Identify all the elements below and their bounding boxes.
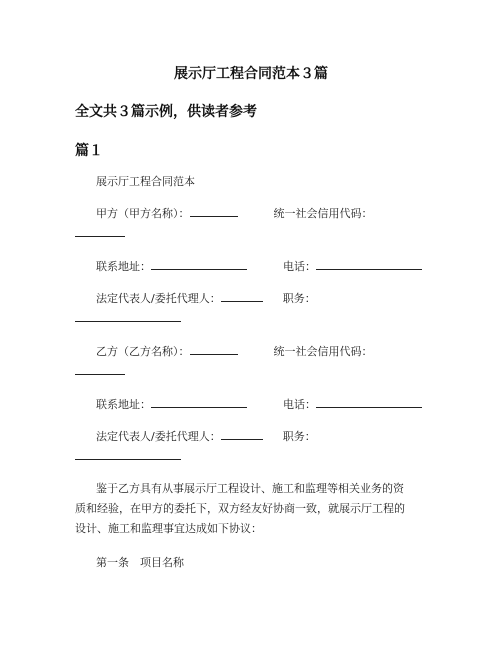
party-a-credit-blank-row [75,226,125,240]
party-a-phone-label: 电话： [283,260,316,273]
party-b-position-label: 职务： [282,430,316,443]
party-b-credit-blank-row [75,364,125,378]
party-b-address-row [96,397,422,411]
section-heading: 篇１ [75,143,103,159]
party-a-credit-label: 统一社会信用代码： [273,207,373,220]
party-a-phone-blank [316,259,422,270]
party-b-phone-blank [316,397,422,408]
party-a-name-blank [190,206,238,217]
party-b-address-blank [151,397,247,408]
party-b-name-row [96,344,373,358]
document-subtitle: 全文共３篇示例，供读者参考 [75,104,257,120]
party-b-position-blank [75,449,181,460]
party-b-name-blank [190,344,238,355]
intro-line-3: 设计、施工和监理事宜达成如下协议： [75,522,262,535]
party-b-position-blank-row [75,449,181,463]
party-b-credit-blank [75,364,125,375]
party-b-rep-row [96,429,316,443]
party-b-credit-label: 统一社会信用代码： [273,345,373,358]
party-a-credit-blank [75,226,125,237]
party-a-address-row [96,259,422,273]
party-b-phone-label: 电话： [283,398,316,411]
document-title: 展示厅工程合同范本３篇 [174,66,328,82]
intro-line-1: 鉴于乙方具有从事展示厅工程设计、施工和监理等相关业务的资 [96,482,404,495]
party-a-position-blank-row [75,311,181,325]
party-b-address-label: 联系地址： [96,398,151,411]
party-a-rep-row [96,291,316,305]
party-a-address-label: 联系地址： [96,260,151,273]
party-a-name-row [96,206,373,220]
party-b-rep-blank [221,429,263,440]
party-b-name-label: 乙方（乙方名称）： [96,345,190,358]
party-a-position-blank [75,311,181,322]
party-a-name-label: 甲方（甲方名称）： [96,207,190,220]
party-b-rep-label: 法定代表人/委托代理人： [96,430,221,443]
party-a-rep-label: 法定代表人/委托代理人： [96,292,221,305]
contract-title: 展示厅工程合同范本 [96,175,195,188]
party-a-address-blank [151,259,247,270]
article-1-heading: 第一条 项目名称 [96,556,184,569]
party-a-rep-blank [221,291,263,302]
intro-line-2: 质和经验，在甲方的委托下，双方经友好协商一致，就展示厅工程的 [75,502,405,515]
party-a-position-label: 职务： [282,292,316,305]
